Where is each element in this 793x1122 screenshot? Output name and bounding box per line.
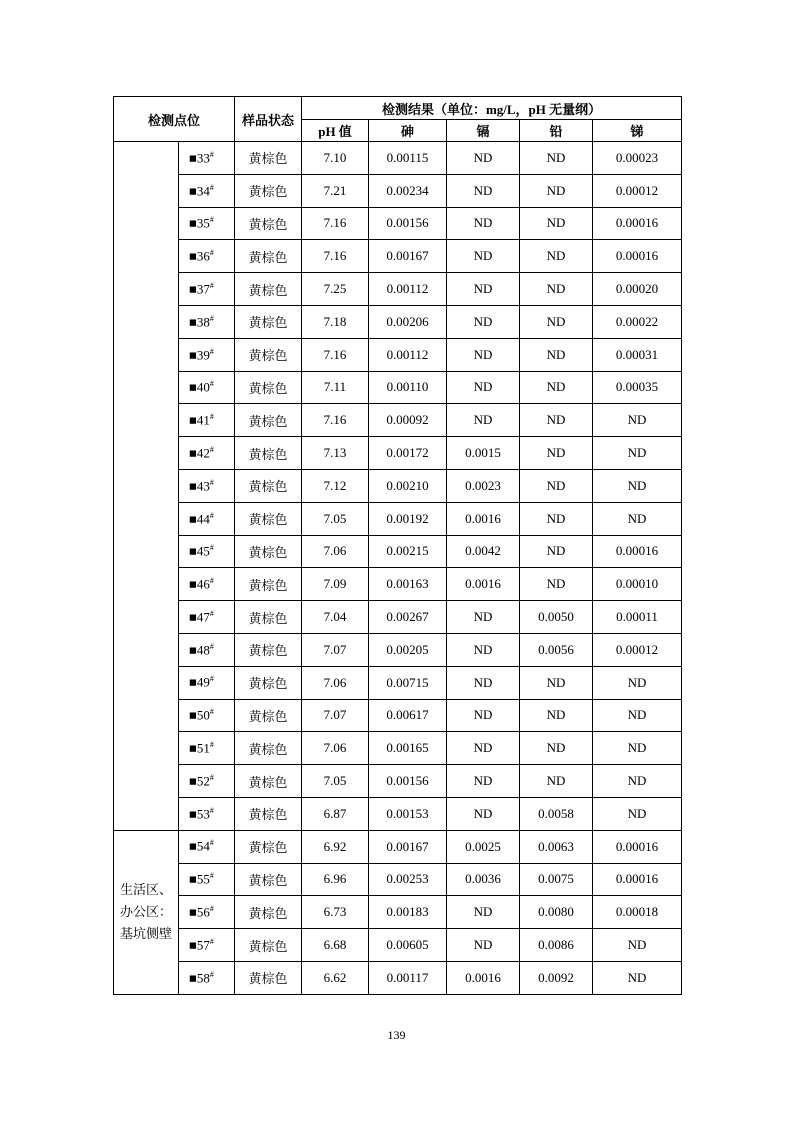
antimony-cell: ND (593, 961, 682, 994)
sample-state-cell: 黄棕色 (235, 338, 302, 371)
antimony-cell: 0.00035 (593, 371, 682, 404)
cadmium-cell: 0.0025 (447, 830, 520, 863)
arsenic-cell: 0.00183 (369, 896, 447, 929)
ph-cell: 7.05 (302, 765, 369, 798)
arsenic-cell: 0.00253 (369, 863, 447, 896)
site-sup: # (209, 510, 214, 520)
lead-cell: 0.0086 (520, 929, 593, 962)
arsenic-cell: 0.00210 (369, 469, 447, 502)
arsenic-cell: 0.00192 (369, 502, 447, 535)
arsenic-cell: 0.00206 (369, 305, 447, 338)
arsenic-cell: 0.00172 (369, 437, 447, 470)
site-cell (179, 699, 235, 732)
lead-cell: ND (520, 207, 593, 240)
site-sup: # (209, 477, 214, 487)
ph-cell: 7.12 (302, 469, 369, 502)
site-sup: # (209, 740, 214, 750)
header-results-title: 检测结果（单位：mg/L，pH 无量纲） (302, 97, 682, 120)
ph-cell: 6.68 (302, 929, 369, 962)
site-cell (179, 961, 235, 994)
table-row (114, 699, 682, 732)
sample-state-cell: 黄棕色 (235, 502, 302, 535)
antimony-cell: 0.00022 (593, 305, 682, 338)
site-sup: # (209, 280, 214, 290)
sample-state-cell: 黄棕色 (235, 929, 302, 962)
site-cell (179, 338, 235, 371)
sample-state-cell: 黄棕色 (235, 305, 302, 338)
site-sup: # (209, 182, 214, 192)
header-cadmium: 镉 (447, 120, 520, 142)
table-row (114, 765, 682, 798)
site-id: ■42 (189, 445, 210, 461)
antimony-cell: ND (593, 404, 682, 437)
cadmium-cell: ND (447, 765, 520, 798)
site-id: ■56 (189, 904, 210, 920)
table-body (114, 142, 682, 995)
table-row (114, 273, 682, 306)
lead-cell: ND (520, 568, 593, 601)
table-row (114, 437, 682, 470)
lead-cell: ND (520, 174, 593, 207)
site-cell (179, 896, 235, 929)
table-row (114, 142, 682, 175)
antimony-cell: 0.00031 (593, 338, 682, 371)
arsenic-cell: 0.00115 (369, 142, 447, 175)
site-cell (179, 601, 235, 634)
sample-state-cell: 黄棕色 (235, 601, 302, 634)
arsenic-cell: 0.00117 (369, 961, 447, 994)
site-id: ■38 (189, 314, 210, 330)
cadmium-cell: 0.0016 (447, 961, 520, 994)
antimony-cell: 0.00016 (593, 830, 682, 863)
lead-cell: 0.0056 (520, 633, 593, 666)
site-cell (179, 797, 235, 830)
arsenic-cell: 0.00156 (369, 765, 447, 798)
table-row (114, 666, 682, 699)
cadmium-cell: ND (447, 338, 520, 371)
sample-state-cell: 黄棕色 (235, 797, 302, 830)
lead-cell: ND (520, 338, 593, 371)
lead-cell: ND (520, 142, 593, 175)
table-row (114, 207, 682, 240)
cadmium-cell: ND (447, 371, 520, 404)
ph-cell: 7.25 (302, 273, 369, 306)
site-cell (179, 863, 235, 896)
site-id: ■45 (189, 543, 210, 559)
antimony-cell: ND (593, 437, 682, 470)
site-id: ■49 (189, 674, 210, 690)
lead-cell: ND (520, 437, 593, 470)
ph-cell: 7.11 (302, 371, 369, 404)
site-sup: # (209, 346, 214, 356)
ph-cell: 7.07 (302, 633, 369, 666)
lead-cell: ND (520, 502, 593, 535)
site-sup: # (209, 674, 214, 684)
sample-state-cell: 黄棕色 (235, 437, 302, 470)
table-row (114, 502, 682, 535)
cadmium-cell: 0.0016 (447, 568, 520, 601)
table-row (114, 601, 682, 634)
antimony-cell: 0.00020 (593, 273, 682, 306)
site-sup: # (209, 608, 214, 618)
antimony-cell: 0.00011 (593, 601, 682, 634)
site-cell (179, 633, 235, 666)
site-id: ■57 (189, 937, 210, 953)
table-row (114, 929, 682, 962)
cadmium-cell: 0.0016 (447, 502, 520, 535)
cadmium-cell: ND (447, 240, 520, 273)
cadmium-cell: ND (447, 666, 520, 699)
site-sup: # (209, 313, 214, 323)
lead-cell: ND (520, 240, 593, 273)
site-sup: # (209, 936, 214, 946)
lead-cell: ND (520, 371, 593, 404)
table-row (114, 240, 682, 273)
arsenic-cell: 0.00234 (369, 174, 447, 207)
ph-cell: 7.16 (302, 404, 369, 437)
site-id: ■55 (189, 871, 210, 887)
site-sup: # (209, 904, 214, 914)
table-row (114, 371, 682, 404)
site-sup: # (209, 412, 214, 422)
lead-cell: ND (520, 535, 593, 568)
table-row (114, 863, 682, 896)
site-sup: # (209, 838, 214, 848)
antimony-cell: ND (593, 732, 682, 765)
cadmium-cell: 0.0036 (447, 863, 520, 896)
header-lead: 铅 (520, 120, 593, 142)
antimony-cell: ND (593, 797, 682, 830)
sample-state-cell: 黄棕色 (235, 961, 302, 994)
group-label: 生活区、办公区：基坑侧壁 (114, 830, 179, 994)
site-cell (179, 174, 235, 207)
antimony-cell: 0.00018 (593, 896, 682, 929)
sample-state-cell: 黄棕色 (235, 371, 302, 404)
antimony-cell: ND (593, 469, 682, 502)
site-id: ■48 (189, 642, 210, 658)
site-sup: # (209, 772, 214, 782)
sample-state-cell: 黄棕色 (235, 765, 302, 798)
site-id: ■39 (189, 346, 210, 362)
cadmium-cell: ND (447, 273, 520, 306)
sample-state-cell: 黄棕色 (235, 830, 302, 863)
sample-state-cell: 黄棕色 (235, 469, 302, 502)
arsenic-cell: 0.00153 (369, 797, 447, 830)
table-row (114, 568, 682, 601)
lead-cell: 0.0092 (520, 961, 593, 994)
lead-cell: ND (520, 732, 593, 765)
site-sup: # (209, 444, 214, 454)
antimony-cell: 0.00012 (593, 633, 682, 666)
antimony-cell: ND (593, 765, 682, 798)
antimony-cell: 0.00010 (593, 568, 682, 601)
site-sup: # (209, 215, 214, 225)
site-sup: # (209, 149, 214, 159)
header-arsenic: 砷 (369, 120, 447, 142)
group-label (114, 142, 179, 831)
lead-cell: ND (520, 765, 593, 798)
ph-cell: 7.21 (302, 174, 369, 207)
sample-state-cell: 黄棕色 (235, 404, 302, 437)
site-sup: # (209, 969, 214, 979)
table-row (114, 633, 682, 666)
site-cell (179, 437, 235, 470)
lead-cell: 0.0080 (520, 896, 593, 929)
ph-cell: 6.87 (302, 797, 369, 830)
cadmium-cell: ND (447, 404, 520, 437)
arsenic-cell: 0.00205 (369, 633, 447, 666)
site-cell (179, 535, 235, 568)
ph-cell: 6.96 (302, 863, 369, 896)
ph-cell: 6.62 (302, 961, 369, 994)
table-row (114, 338, 682, 371)
antimony-cell: ND (593, 666, 682, 699)
site-sup: # (209, 543, 214, 553)
cadmium-cell: 0.0042 (447, 535, 520, 568)
site-sup: # (209, 707, 214, 717)
lead-cell: 0.0058 (520, 797, 593, 830)
site-id: ■43 (189, 478, 210, 494)
sample-state-cell: 黄棕色 (235, 568, 302, 601)
ph-cell: 7.06 (302, 666, 369, 699)
site-id: ■51 (189, 740, 210, 756)
site-id: ■47 (189, 609, 210, 625)
site-id: ■37 (189, 281, 210, 297)
site-cell (179, 830, 235, 863)
site-id: ■50 (189, 707, 210, 723)
site-id: ■40 (189, 379, 210, 395)
table-row (114, 174, 682, 207)
site-cell (179, 142, 235, 175)
sample-state-cell: 黄棕色 (235, 273, 302, 306)
antimony-cell: 0.00016 (593, 240, 682, 273)
cadmium-cell: ND (447, 305, 520, 338)
lead-cell: ND (520, 404, 593, 437)
lead-cell: ND (520, 273, 593, 306)
arsenic-cell: 0.00715 (369, 666, 447, 699)
sample-state-cell: 黄棕色 (235, 666, 302, 699)
site-id: ■44 (189, 510, 210, 526)
arsenic-cell: 0.00112 (369, 273, 447, 306)
site-cell (179, 732, 235, 765)
antimony-cell: ND (593, 699, 682, 732)
arsenic-cell: 0.00617 (369, 699, 447, 732)
site-id: ■54 (189, 838, 210, 854)
site-cell (179, 568, 235, 601)
antimony-cell: 0.00016 (593, 863, 682, 896)
sample-state-cell: 黄棕色 (235, 207, 302, 240)
antimony-cell: 0.00016 (593, 535, 682, 568)
site-id: ■35 (189, 215, 210, 231)
site-id: ■34 (189, 182, 210, 198)
ph-cell: 7.13 (302, 437, 369, 470)
arsenic-cell: 0.00163 (369, 568, 447, 601)
antimony-cell: ND (593, 929, 682, 962)
arsenic-cell: 0.00605 (369, 929, 447, 962)
table-row (114, 404, 682, 437)
antimony-cell: 0.00016 (593, 207, 682, 240)
site-cell (179, 469, 235, 502)
table-row (114, 469, 682, 502)
cadmium-cell: 0.0015 (447, 437, 520, 470)
arsenic-cell: 0.00092 (369, 404, 447, 437)
ph-cell: 7.06 (302, 732, 369, 765)
table-row (114, 830, 682, 863)
antimony-cell: 0.00012 (593, 174, 682, 207)
lead-cell: ND (520, 666, 593, 699)
cadmium-cell: ND (447, 633, 520, 666)
arsenic-cell: 0.00267 (369, 601, 447, 634)
arsenic-cell: 0.00110 (369, 371, 447, 404)
site-cell (179, 765, 235, 798)
site-cell (179, 666, 235, 699)
cadmium-cell: ND (447, 732, 520, 765)
page-number: 139 (387, 1028, 406, 1042)
ph-cell: 7.06 (302, 535, 369, 568)
sample-state-cell: 黄棕色 (235, 633, 302, 666)
lead-cell: 0.0075 (520, 863, 593, 896)
site-cell (179, 371, 235, 404)
table-row (114, 305, 682, 338)
site-id: ■53 (189, 806, 210, 821)
cadmium-cell: ND (447, 142, 520, 175)
cadmium-cell: ND (447, 699, 520, 732)
ph-cell: 7.18 (302, 305, 369, 338)
header-ph: pH 值 (302, 120, 369, 142)
arsenic-cell: 0.00165 (369, 732, 447, 765)
cadmium-cell: ND (447, 797, 520, 830)
sample-state-cell: 黄棕色 (235, 699, 302, 732)
site-sup: # (209, 871, 214, 881)
arsenic-cell: 0.00156 (369, 207, 447, 240)
antimony-cell: 0.00023 (593, 142, 682, 175)
site-id: ■36 (189, 248, 210, 264)
arsenic-cell: 0.00215 (369, 535, 447, 568)
table-row (114, 797, 682, 830)
lead-cell: 0.0063 (520, 830, 593, 863)
site-id: ■41 (189, 412, 210, 428)
ph-cell: 7.16 (302, 207, 369, 240)
site-cell (179, 404, 235, 437)
table-row (114, 732, 682, 765)
header-location: 检测点位 (114, 97, 235, 142)
ph-cell: 6.92 (302, 830, 369, 863)
ph-cell: 6.73 (302, 896, 369, 929)
sample-state-cell: 黄棕色 (235, 535, 302, 568)
sample-state-cell: 黄棕色 (235, 240, 302, 273)
sample-state-cell: 黄棕色 (235, 174, 302, 207)
site-cell (179, 240, 235, 273)
ph-cell: 7.16 (302, 240, 369, 273)
site-cell (179, 273, 235, 306)
site-sup: # (209, 641, 214, 651)
table-row (114, 961, 682, 994)
site-cell (179, 207, 235, 240)
cadmium-cell: ND (447, 601, 520, 634)
table-row (114, 896, 682, 929)
site-id: ■52 (189, 773, 210, 789)
lead-cell: ND (520, 305, 593, 338)
table-row (114, 535, 682, 568)
cadmium-cell: ND (447, 174, 520, 207)
sample-state-cell: 黄棕色 (235, 732, 302, 765)
arsenic-cell: 0.00167 (369, 830, 447, 863)
ph-cell: 7.04 (302, 601, 369, 634)
sample-state-cell: 黄棕色 (235, 896, 302, 929)
ph-cell: 7.05 (302, 502, 369, 535)
ph-cell: 7.10 (302, 142, 369, 175)
site-sup: # (209, 805, 214, 815)
site-cell (179, 502, 235, 535)
sample-state-cell: 黄棕色 (235, 863, 302, 896)
lead-cell: ND (520, 699, 593, 732)
sample-state-cell: 黄棕色 (235, 142, 302, 175)
cadmium-cell: ND (447, 207, 520, 240)
site-sup: # (209, 379, 214, 389)
cadmium-cell: ND (447, 896, 520, 929)
ph-cell: 7.07 (302, 699, 369, 732)
ph-cell: 7.09 (302, 568, 369, 601)
arsenic-cell: 0.00112 (369, 338, 447, 371)
site-id: ■33 (189, 150, 210, 166)
lead-cell: 0.0050 (520, 601, 593, 634)
site-cell (179, 305, 235, 338)
header-antimony: 锑 (593, 120, 682, 142)
lead-cell: ND (520, 469, 593, 502)
arsenic-cell: 0.00167 (369, 240, 447, 273)
cadmium-cell: ND (447, 929, 520, 962)
site-sup: # (209, 248, 214, 258)
site-id: ■58 (189, 969, 210, 985)
results-table (113, 96, 682, 995)
cadmium-cell: 0.0023 (447, 469, 520, 502)
site-id: ■46 (189, 576, 210, 592)
ph-cell: 7.16 (302, 338, 369, 371)
antimony-cell: ND (593, 502, 682, 535)
site-sup: # (209, 576, 214, 586)
site-cell (179, 929, 235, 962)
header-sample-state: 样品状态 (235, 97, 302, 142)
